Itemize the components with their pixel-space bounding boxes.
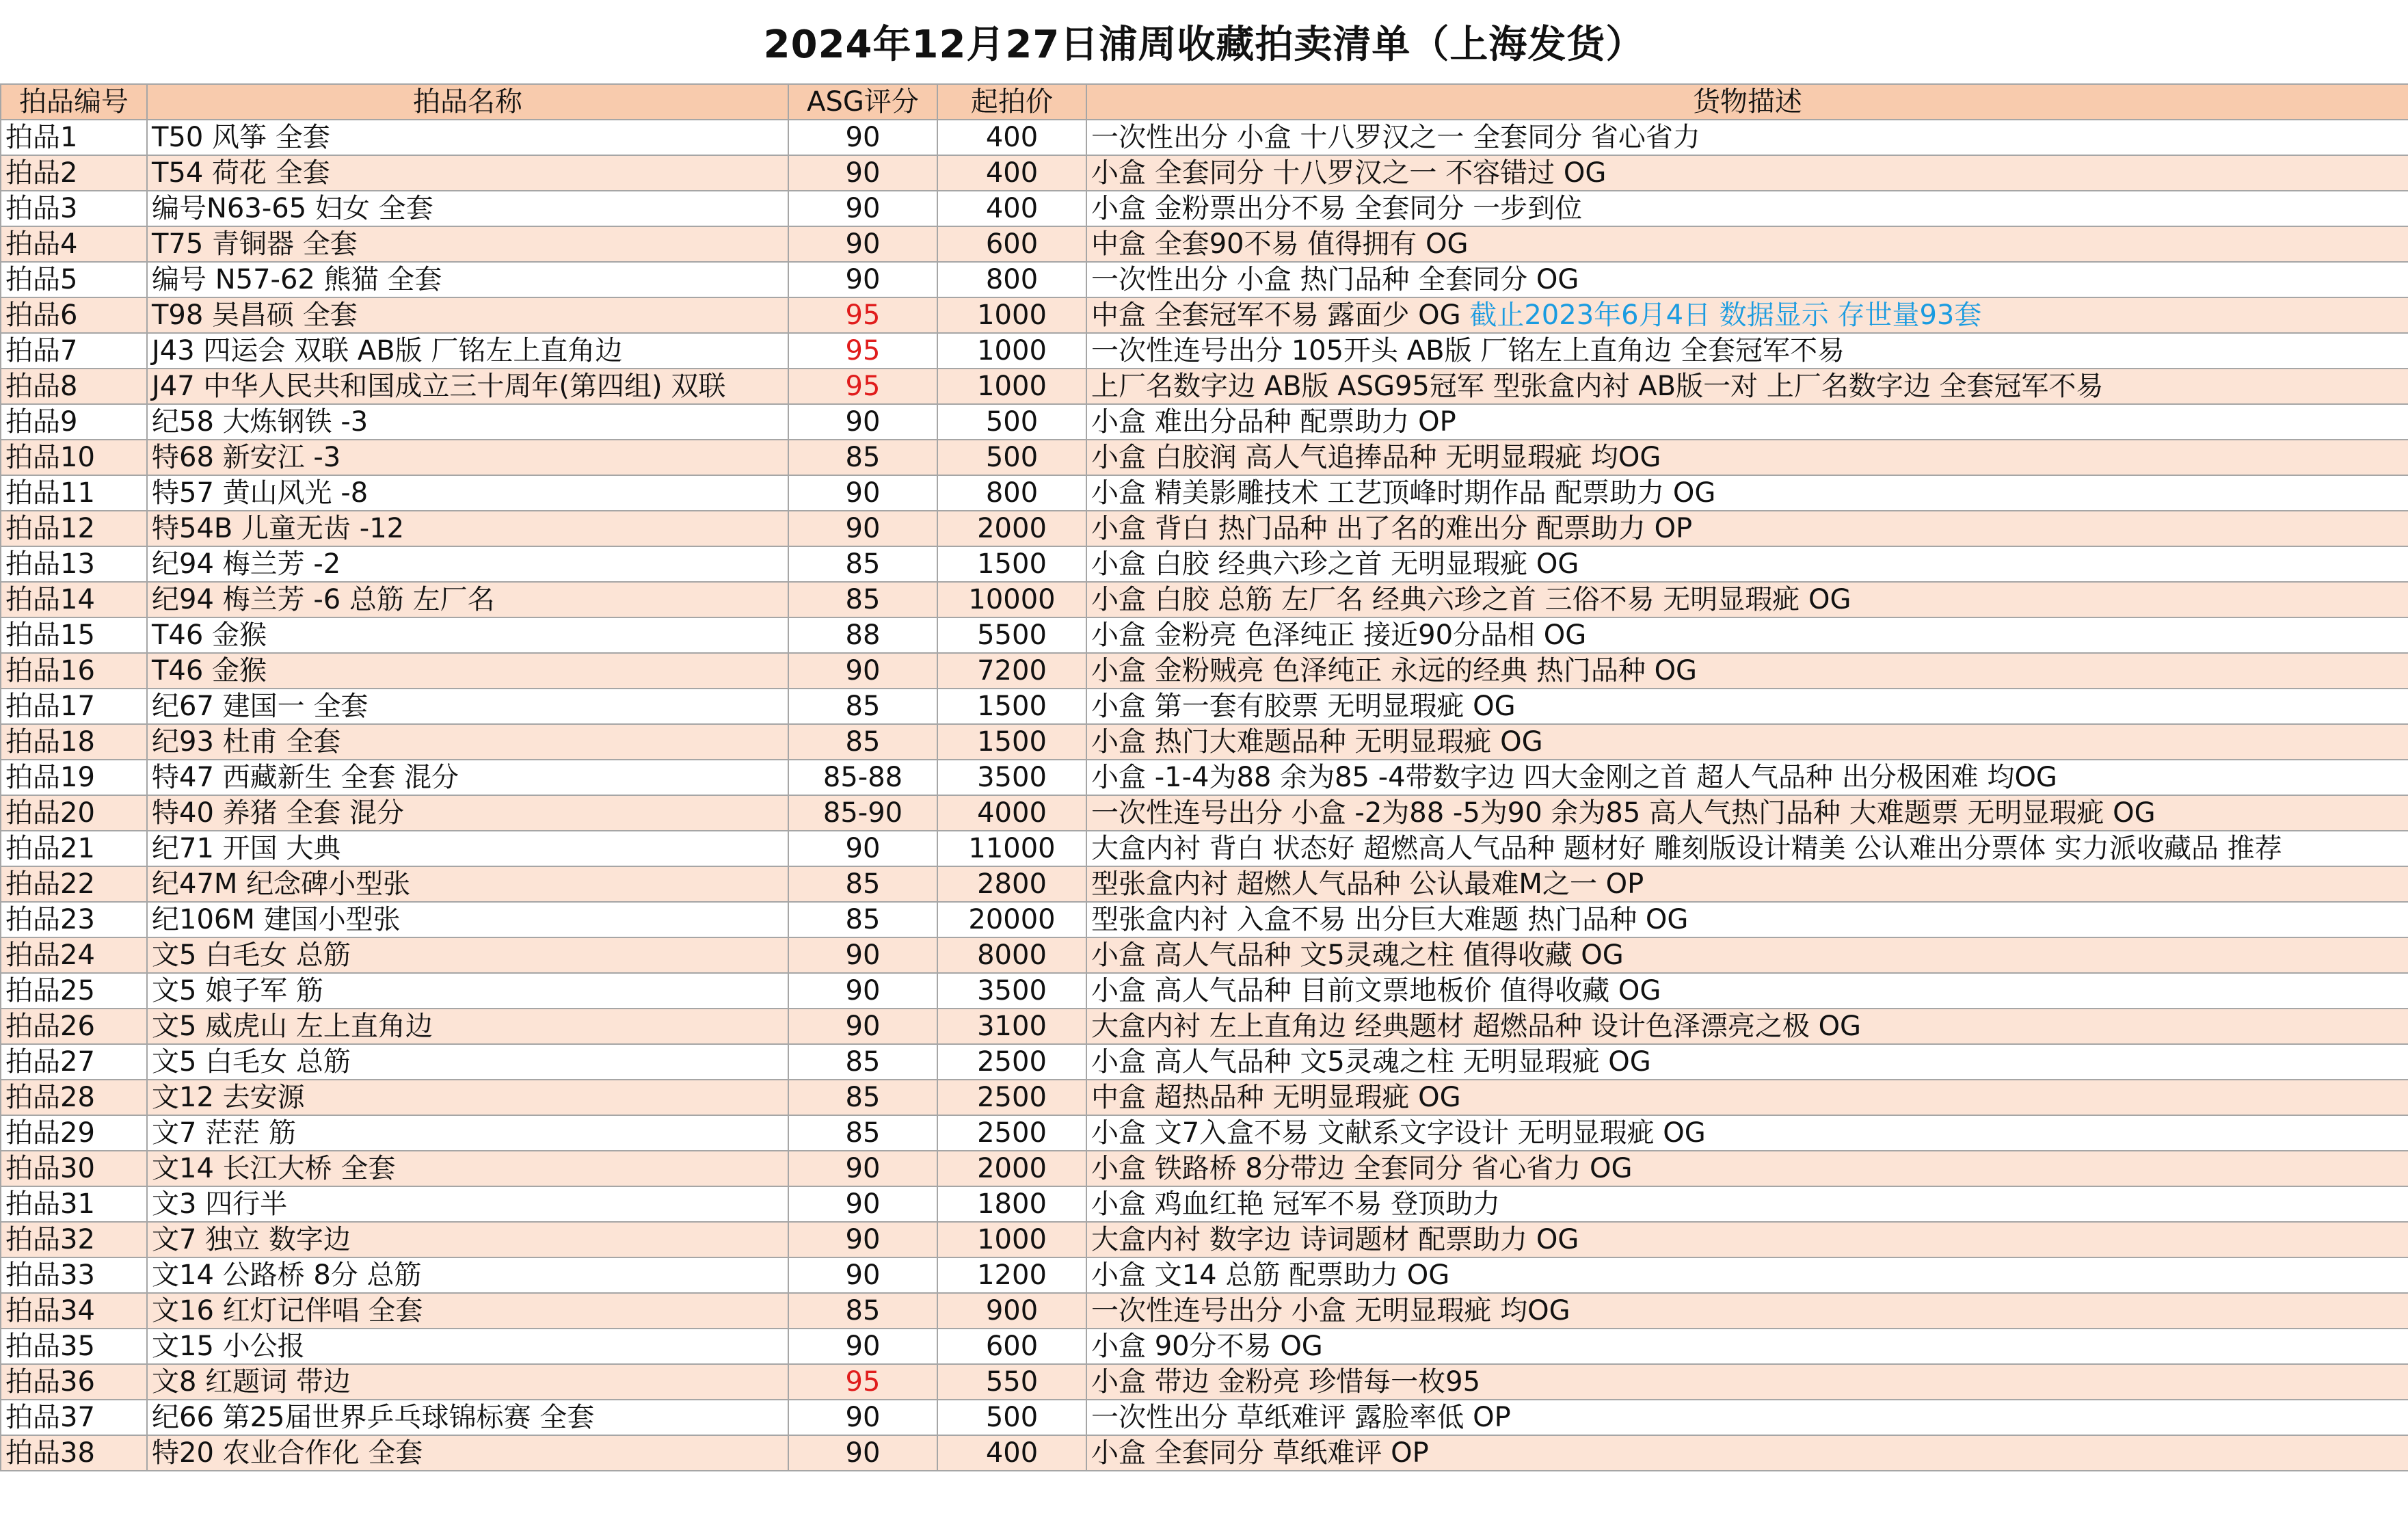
description-text: 小盒 90分不易 OG [1091,1331,1323,1362]
cell-description[interactable] [1086,440,2408,475]
cell-start-price[interactable]: 550 [937,1364,1086,1400]
cell-description[interactable] [1086,369,2408,404]
table-row [1,831,2408,866]
cell-asg-score[interactable]: 95 [788,369,937,404]
cell-lot-name[interactable]: J43 四运会 双联 AB版 厂铭左上直角边 [147,333,788,369]
cell-description[interactable] [1086,297,2408,333]
cell-description[interactable] [1086,475,2408,511]
table-row [1,440,2408,475]
description-text: 小盒 难出分品种 配票助力 OP [1091,406,1456,438]
cell-lot-number[interactable]: 拍品26 [1,1009,147,1044]
cell-lot-number[interactable]: 拍品18 [1,724,147,760]
cell-start-price[interactable]: 400 [937,155,1086,191]
cell-description[interactable] [1086,191,2408,226]
cell-asg-score[interactable]: 85 [788,440,937,475]
cell-asg-score[interactable]: 90 [788,120,937,155]
cell-start-price[interactable]: 7200 [937,653,1086,689]
header-asg-score[interactable]: ASG评分 [788,84,937,120]
cell-asg-score[interactable]: 90 [788,511,937,546]
cell-start-price[interactable]: 1500 [937,689,1086,724]
description-text: 小盒 铁路桥 8分带边 全套同分 省心省力 OG [1091,1153,1633,1184]
header-lot-name[interactable]: 拍品名称 [147,84,788,120]
table-row [1,120,2408,155]
cell-description[interactable] [1086,1115,2408,1151]
cell-start-price[interactable]: 400 [937,191,1086,226]
table-row [1,760,2408,795]
table-row [1,1293,2408,1329]
cell-start-price[interactable]: 1200 [937,1257,1086,1293]
cell-lot-name[interactable]: T46 金猴 [147,653,788,689]
cell-asg-score[interactable]: 85 [788,1115,937,1151]
cell-description[interactable] [1086,155,2408,191]
description-text: 小盒 白胶润 高人气追捧品种 无明显瑕疵 均OG [1091,442,1661,473]
cell-lot-name[interactable]: 特20 农业合作化 全套 [147,1435,788,1471]
table-row [1,902,2408,937]
table-row [1,1044,2408,1080]
cell-description[interactable] [1086,262,2408,297]
cell-start-price[interactable]: 1000 [937,297,1086,333]
cell-description[interactable] [1086,937,2408,973]
cell-lot-name[interactable]: T75 青铜器 全套 [147,226,788,262]
description-text: 小盒 金粉贼亮 色泽纯正 永远的经典 热门品种 OG [1091,655,1698,686]
cell-start-price[interactable]: 2500 [937,1115,1086,1151]
table-row [1,1115,2408,1151]
cell-start-price[interactable]: 600 [937,226,1086,262]
header-start-price[interactable]: 起拍价 [937,84,1086,120]
cell-lot-number[interactable]: 拍品3 [1,191,147,226]
cell-start-price[interactable]: 400 [937,120,1086,155]
cell-lot-number[interactable]: 拍品21 [1,831,147,866]
description-text: 大盒内衬 左上直角边 经典题材 超燃品种 设计色泽漂亮之极 OG [1091,1011,1862,1042]
cell-lot-name[interactable]: 文15 小公报 [147,1329,788,1364]
cell-lot-number[interactable]: 拍品28 [1,1080,147,1115]
cell-start-price[interactable]: 800 [937,262,1086,297]
table-row [1,937,2408,973]
description-text: 小盒 全套同分 草纸难评 OP [1091,1437,1429,1469]
table-row [1,262,2408,297]
cell-lot-name[interactable]: T98 吴昌硕 全套 [147,297,788,333]
cell-start-price[interactable]: 10000 [937,582,1086,617]
description-text: 小盒 鸡血红艳 冠军不易 登顶助力 [1091,1188,1501,1220]
cell-start-price[interactable]: 800 [937,475,1086,511]
cell-lot-number[interactable]: 拍品14 [1,582,147,617]
cell-asg-score[interactable]: 90 [788,1186,937,1222]
cell-description[interactable] [1086,1257,2408,1293]
cell-description[interactable] [1086,546,2408,582]
header-row [1,84,2408,120]
cell-lot-name[interactable]: T46 金猴 [147,617,788,653]
cell-asg-score[interactable]: 90 [788,262,937,297]
cell-description[interactable] [1086,689,2408,724]
cell-start-price[interactable]: 2000 [937,511,1086,546]
cell-description[interactable] [1086,760,2408,795]
cell-description[interactable] [1086,511,2408,546]
description-text: 小盒 热门大难题品种 无明显瑕疵 OG [1091,726,1543,758]
cell-start-price[interactable]: 1000 [937,333,1086,369]
cell-asg-score[interactable]: 90 [788,191,937,226]
cell-asg-score[interactable]: 95 [788,1364,937,1400]
cell-description[interactable] [1086,1329,2408,1364]
description-text: 小盒 高人气品种 文5灵魂之柱 值得收藏 OG [1091,939,1624,971]
cell-asg-score[interactable]: 88 [788,617,937,653]
cell-asg-score[interactable]: 90 [788,404,937,440]
cell-description[interactable] [1086,1293,2408,1329]
cell-lot-name[interactable]: 文7 茫茫 筋 [147,1115,788,1151]
table-row [1,1257,2408,1293]
cell-lot-number[interactable]: 拍品25 [1,973,147,1009]
description-text: 小盒 金粉票出分不易 全套同分 一步到位 [1091,193,1583,224]
cell-description[interactable] [1086,1435,2408,1471]
cell-lot-name[interactable]: 纪71 开国 大典 [147,831,788,866]
cell-lot-number[interactable]: 拍品35 [1,1329,147,1364]
cell-start-price[interactable]: 3500 [937,760,1086,795]
cell-asg-score[interactable]: 85 [788,1293,937,1329]
cell-lot-number[interactable]: 拍品6 [1,297,147,333]
cell-description[interactable] [1086,226,2408,262]
cell-lot-name[interactable]: J47 中华人民共和国成立三十周年(第四组) 双联 [147,369,788,404]
cell-asg-score[interactable]: 85 [788,902,937,937]
cell-lot-number[interactable]: 拍品31 [1,1186,147,1222]
table-row [1,297,2408,333]
cell-description[interactable] [1086,795,2408,831]
description-note: 截止2023年6月4日 数据显示 存世量93套 [1469,299,1982,331]
table-row [1,1435,2408,1471]
description-text: 一次性连号出分 小盒 无明显瑕疵 均OG [1091,1295,1570,1326]
cell-start-price[interactable]: 500 [937,440,1086,475]
cell-start-price[interactable]: 1500 [937,724,1086,760]
cell-lot-number[interactable]: 拍品8 [1,369,147,404]
cell-lot-number[interactable]: 拍品16 [1,653,147,689]
table-row [1,582,2408,617]
table-row [1,866,2408,902]
cell-asg-score[interactable]: 90 [788,653,937,689]
description-text: 小盒 金粉亮 色泽纯正 接近90分品相 OG [1091,619,1587,651]
description-text: 大盒内衬 数字边 诗词题材 配票助力 OG [1091,1224,1579,1255]
cell-lot-name[interactable]: 纪47M 纪念碑小型张 [147,866,788,902]
cell-lot-number[interactable]: 拍品20 [1,795,147,831]
cell-asg-score[interactable]: 95 [788,297,937,333]
cell-asg-score[interactable]: 85-90 [788,795,937,831]
cell-lot-number[interactable]: 拍品17 [1,689,147,724]
cell-asg-score[interactable]: 90 [788,1009,937,1044]
cell-lot-number[interactable]: 拍品30 [1,1151,147,1186]
cell-lot-name[interactable]: 特47 西藏新生 全套 混分 [147,760,788,795]
description-text: 中盒 超热品种 无明显瑕疵 OG [1091,1082,1461,1113]
cell-lot-number[interactable]: 拍品37 [1,1400,147,1435]
table-row [1,475,2408,511]
cell-start-price[interactable]: 500 [937,1400,1086,1435]
table-row [1,1222,2408,1257]
cell-lot-name[interactable]: 文16 红灯记伴唱 全套 [147,1293,788,1329]
cell-start-price[interactable]: 20000 [937,902,1086,937]
table-row [1,617,2408,653]
cell-lot-name[interactable]: 编号 N57-62 熊猫 全套 [147,262,788,297]
description-text: 一次性连号出分 105开头 AB版 厂铭左上直角边 全套冠军不易 [1091,335,1845,366]
cell-start-price[interactable]: 4000 [937,795,1086,831]
cell-asg-score[interactable]: 90 [788,1329,937,1364]
cell-lot-name[interactable]: 文12 去安源 [147,1080,788,1115]
cell-lot-name[interactable]: 文14 长江大桥 全套 [147,1151,788,1186]
cell-lot-number[interactable]: 拍品34 [1,1293,147,1329]
cell-lot-name[interactable]: 纪94 梅兰芳 -2 [147,546,788,582]
cell-lot-number[interactable]: 拍品4 [1,226,147,262]
cell-description[interactable] [1086,1222,2408,1257]
cell-asg-score[interactable]: 85 [788,689,937,724]
cell-description[interactable] [1086,866,2408,902]
cell-description[interactable] [1086,653,2408,689]
cell-asg-score[interactable]: 90 [788,155,937,191]
cell-description[interactable] [1086,902,2408,937]
cell-start-price[interactable]: 1000 [937,1222,1086,1257]
cell-lot-number[interactable]: 拍品36 [1,1364,147,1400]
cell-description[interactable] [1086,1044,2408,1080]
cell-lot-name[interactable]: 文7 独立 数字边 [147,1222,788,1257]
cell-start-price[interactable]: 5500 [937,617,1086,653]
cell-start-price[interactable]: 500 [937,404,1086,440]
cell-start-price[interactable]: 2800 [937,866,1086,902]
cell-start-price[interactable]: 1000 [937,369,1086,404]
cell-start-price[interactable]: 2500 [937,1044,1086,1080]
cell-asg-score[interactable]: 95 [788,333,937,369]
cell-lot-name[interactable]: 特54B 儿童无齿 -12 [147,511,788,546]
cell-lot-name[interactable]: T54 荷花 全套 [147,155,788,191]
cell-lot-number[interactable]: 拍品33 [1,1257,147,1293]
cell-lot-name[interactable]: 特68 新安江 -3 [147,440,788,475]
cell-asg-score[interactable]: 90 [788,1222,937,1257]
cell-asg-score[interactable]: 90 [788,973,937,1009]
description-text: 小盒 高人气品种 文5灵魂之柱 无明显瑕疵 OG [1091,1046,1651,1078]
cell-lot-name[interactable]: 纪106M 建国小型张 [147,902,788,937]
cell-lot-number[interactable]: 拍品7 [1,333,147,369]
sheet-title: 2024年12月27日浦周收藏拍卖清单（上海发货） [0,0,2408,85]
table-row [1,724,2408,760]
cell-lot-number[interactable]: 拍品13 [1,546,147,582]
cell-asg-score[interactable]: 90 [788,937,937,973]
cell-asg-score[interactable]: 90 [788,1257,937,1293]
cell-asg-score[interactable]: 90 [788,1435,937,1471]
cell-description[interactable] [1086,120,2408,155]
cell-description[interactable] [1086,831,2408,866]
description-text: 小盒 白胶 经典六珍之首 无明显瑕疵 OG [1091,548,1579,580]
cell-lot-number[interactable]: 拍品38 [1,1435,147,1471]
table-row [1,1364,2408,1400]
description-text: 一次性出分 小盒 热门品种 全套同分 OG [1091,264,1579,295]
cell-start-price[interactable]: 3100 [937,1009,1086,1044]
description-text: 一次性出分 小盒 十八罗汉之一 全套同分 省心省力 [1091,122,1700,153]
description-text: 大盒内衬 背白 状态好 超燃高人气品种 题材好 雕刻版设计精美 公认难出分票体 实力派收藏品 推荐 [1091,833,2282,864]
cell-start-price[interactable]: 1500 [937,546,1086,582]
cell-asg-score[interactable]: 85 [788,724,937,760]
cell-lot-number[interactable]: 拍品9 [1,404,147,440]
table-row [1,1400,2408,1435]
cell-lot-number[interactable]: 拍品15 [1,617,147,653]
description-text: 小盒 带边 金粉亮 珍惜每一枚95 [1091,1366,1481,1398]
cell-lot-name[interactable]: 特57 黄山风光 -8 [147,475,788,511]
cell-lot-name[interactable]: 文5 娘子军 筋 [147,973,788,1009]
cell-asg-score[interactable]: 85 [788,1044,937,1080]
table-row [1,1009,2408,1044]
cell-asg-score[interactable]: 90 [788,475,937,511]
cell-lot-name[interactable]: 文5 威虎山 左上直角边 [147,1009,788,1044]
table-row [1,795,2408,831]
description-text: 中盒 全套冠军不易 露面少 OG [1091,299,1461,331]
cell-asg-score[interactable]: 90 [788,1151,937,1186]
header-description[interactable]: 货物描述 [1086,84,2408,120]
cell-lot-number[interactable]: 拍品24 [1,937,147,973]
description-text: 上厂名数字边 AB版 ASG95冠军 型张盒内衬 AB版一对 上厂名数字边 全套冠军不易 [1091,371,2104,402]
cell-asg-score[interactable]: 85 [788,1080,937,1115]
cell-start-price[interactable]: 2500 [937,1080,1086,1115]
cell-start-price[interactable]: 900 [937,1293,1086,1329]
cell-lot-name[interactable]: 特40 养猪 全套 混分 [147,795,788,831]
cell-description[interactable] [1086,1186,2408,1222]
cell-lot-number[interactable]: 拍品10 [1,440,147,475]
table-row [1,155,2408,191]
cell-lot-name[interactable]: 纪93 杜甫 全套 [147,724,788,760]
cell-asg-score[interactable]: 85-88 [788,760,937,795]
cell-lot-number[interactable]: 拍品11 [1,475,147,511]
cell-description[interactable] [1086,617,2408,653]
table-row [1,1329,2408,1364]
description-text: 小盒 高人气品种 目前文票地板价 值得收藏 OG [1091,975,1661,1006]
table-row [1,511,2408,546]
description-text: 小盒 第一套有胶票 无明显瑕疵 OG [1091,691,1516,722]
cell-description[interactable] [1086,1009,2408,1044]
description-text: 小盒 全套同分 十八罗汉之一 不容错过 OG [1091,157,1607,189]
cell-start-price[interactable]: 1800 [937,1186,1086,1222]
cell-start-price[interactable]: 600 [937,1329,1086,1364]
table-row [1,973,2408,1009]
cell-description[interactable] [1086,333,2408,369]
cell-lot-name[interactable]: T50 风筝 全套 [147,120,788,155]
description-text: 小盒 -1-4为88 余为85 -4带数字边 四大金刚之首 超人气品种 出分极困难 均OG [1091,762,2057,793]
cell-asg-score[interactable]: 90 [788,1400,937,1435]
cell-lot-name[interactable]: 编号N63-65 妇女 全套 [147,191,788,226]
cell-lot-number[interactable]: 拍品1 [1,120,147,155]
table-row [1,226,2408,262]
cell-lot-name[interactable]: 文14 公路桥 8分 总筋 [147,1257,788,1293]
table-row [1,653,2408,689]
table-row [1,1151,2408,1186]
cell-lot-number[interactable]: 拍品23 [1,902,147,937]
table-row [1,1080,2408,1115]
cell-start-price[interactable]: 8000 [937,937,1086,973]
cell-lot-name[interactable]: 纪67 建国一 全套 [147,689,788,724]
description-text: 小盒 白胶 总筋 左厂名 经典六珍之首 三俗不易 无明显瑕疵 OG [1091,584,1851,615]
cell-lot-name[interactable]: 文5 白毛女 总筋 [147,1044,788,1080]
header-lot-number[interactable]: 拍品编号 [1,84,147,120]
cell-lot-name[interactable]: 纪66 第25届世界乒乓球锦标赛 全套 [147,1400,788,1435]
cell-lot-number[interactable]: 拍品5 [1,262,147,297]
cell-description[interactable] [1086,1080,2408,1115]
cell-description[interactable] [1086,1400,2408,1435]
table-row [1,689,2408,724]
cell-lot-name[interactable]: 文3 四行半 [147,1186,788,1222]
cell-lot-name[interactable]: 文8 红题词 带边 [147,1364,788,1400]
cell-start-price[interactable]: 400 [937,1435,1086,1471]
table-row [1,1186,2408,1222]
cell-start-price[interactable]: 11000 [937,831,1086,866]
cell-description[interactable] [1086,973,2408,1009]
cell-asg-score[interactable]: 85 [788,582,937,617]
cell-lot-number[interactable]: 拍品27 [1,1044,147,1080]
description-text: 一次性出分 草纸难评 露脸率低 OP [1091,1402,1511,1433]
description-text: 型张盒内衬 超燃人气品种 公认最难M之一 OP [1091,868,1644,900]
description-text: 小盒 文14 总筋 配票助力 OG [1091,1259,1450,1291]
cell-lot-number[interactable]: 拍品19 [1,760,147,795]
description-text: 一次性连号出分 小盒 -2为88 -5为90 余为85 高人气热门品种 大难题票 无明显瑕疵 OG [1091,797,2156,829]
cell-description[interactable] [1086,724,2408,760]
cell-lot-number[interactable]: 拍品29 [1,1115,147,1151]
cell-lot-number[interactable]: 拍品2 [1,155,147,191]
table-row [1,404,2408,440]
cell-asg-score[interactable]: 85 [788,866,937,902]
table-row [1,191,2408,226]
auction-table [0,83,2408,1471]
description-text: 型张盒内衬 入盒不易 出分巨大难题 热门品种 OG [1091,904,1689,935]
cell-lot-name[interactable]: 纪58 大炼钢铁 -3 [147,404,788,440]
description-text: 小盒 背白 热门品种 出了名的难出分 配票助力 OP [1091,513,1693,544]
cell-lot-name[interactable]: 纪94 梅兰芳 -6 总筋 左厂名 [147,582,788,617]
cell-lot-number[interactable]: 拍品12 [1,511,147,546]
cell-description[interactable] [1086,1364,2408,1400]
table-row [1,546,2408,582]
description-text: 中盒 全套90不易 值得拥有 OG [1091,228,1469,260]
cell-lot-number[interactable]: 拍品32 [1,1222,147,1257]
cell-lot-number[interactable]: 拍品22 [1,866,147,902]
cell-start-price[interactable]: 3500 [937,973,1086,1009]
description-text: 小盒 文7入盒不易 文献系文字设计 无明显瑕疵 OG [1091,1117,1706,1149]
description-text: 小盒 精美影雕技术 工艺顶峰时期作品 配票助力 OG [1091,477,1716,509]
cell-asg-score[interactable]: 85 [788,546,937,582]
table-row [1,369,2408,404]
cell-description[interactable] [1086,582,2408,617]
table-row [1,333,2408,369]
cell-start-price[interactable]: 2000 [937,1151,1086,1186]
cell-description[interactable] [1086,1151,2408,1186]
cell-asg-score[interactable]: 90 [788,226,937,262]
cell-description[interactable] [1086,404,2408,440]
cell-asg-score[interactable]: 90 [788,831,937,866]
cell-lot-name[interactable]: 文5 白毛女 总筋 [147,937,788,973]
